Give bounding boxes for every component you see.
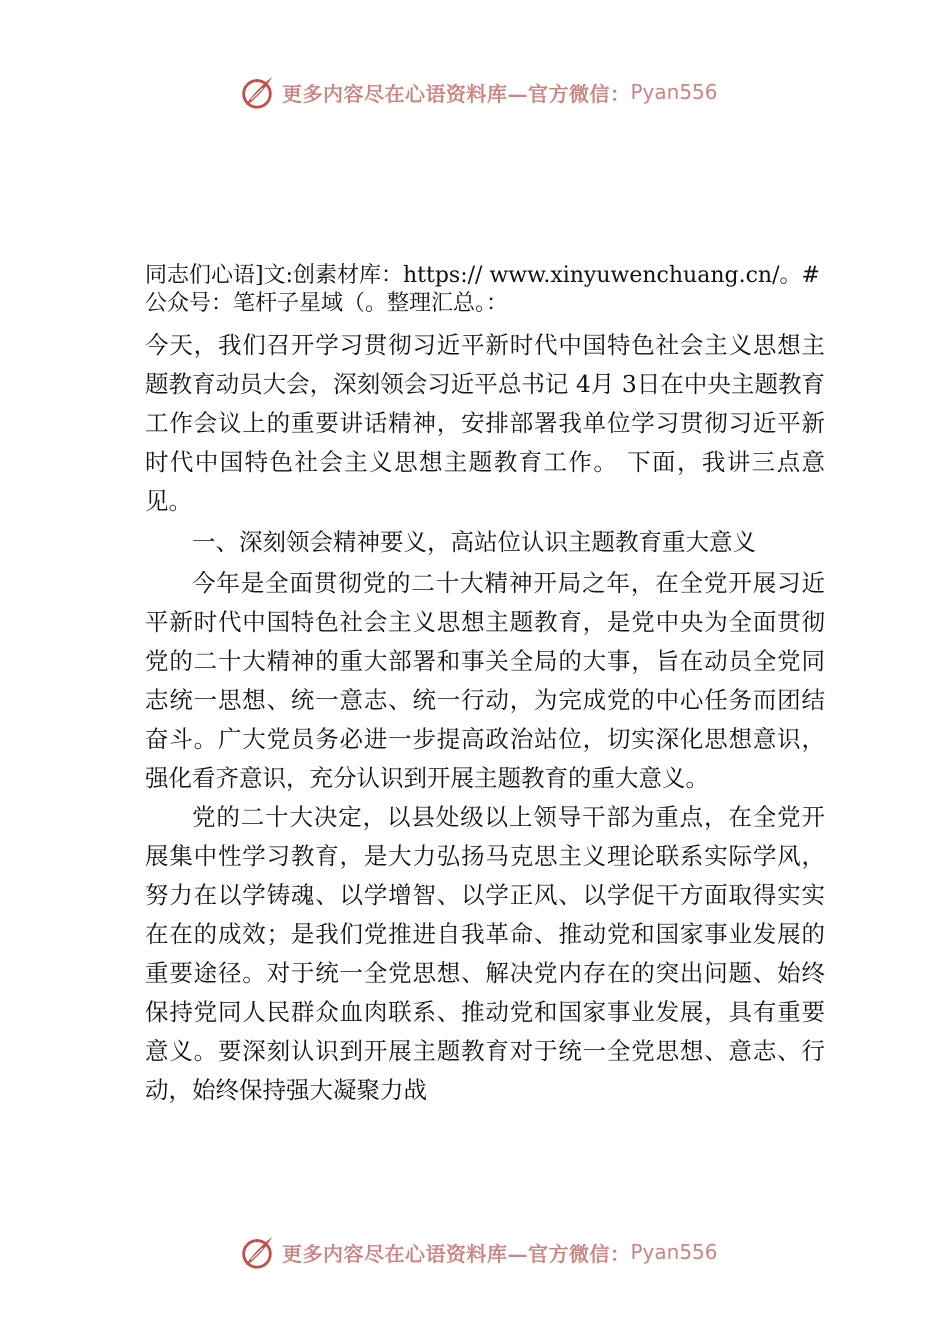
document-body (145, 262, 825, 1110)
section-heading: 一、深刻领会精神要义，高站位认识主题教育重大意义 (192, 528, 756, 556)
paragraph-intro: 今天，我们召开学习贯彻习近平新时代中国特色社会主义思想主题教育动员大会，深刻领会习近平总书记 4月 3日在中央主题教育工作会议上的重要讲话精神，安排部署我单位学习贯彻习近平新时代中国特色社会主义思想主题教育工作。 下面，我讲三点意见。 (145, 331, 825, 515)
quill-circle-icon (238, 73, 276, 111)
footer-banner (238, 1232, 758, 1272)
quill-circle-icon (238, 1233, 276, 1271)
source-note: 同志们心语]文:创素材库：https:// www.xinyuwenchuang.cn/。#公众号：笔杆子星域（。整理汇总。： (145, 263, 820, 316)
banner-wechat-id: Pyan556 (630, 1240, 718, 1264)
banner-text: 更多内容尽在心语资料库—官方微信： (282, 81, 631, 106)
banner-text: 更多内容尽在心语资料库—官方微信： (282, 1241, 631, 1266)
banner-wechat-id: Pyan556 (630, 80, 718, 104)
paragraph-body: 今年是全面贯彻党的二十大精神开局之年，在全党开展习近平新时代中国特色社会主义思想主题教育，是党中央为全面贯彻党的二十大精神的重大部署和事关全局的大事，旨在动员全党同志统一思想、统一意志、统一行动，为完成党的中心任务而团结奋斗。广大党员务必进一步提高政治站位，切实深化思想意识，强化看齐意识，充分认识到开展主题教育的重大意义。 (145, 569, 825, 792)
paragraph-body: 党的二十大决定，以县处级以上领导干部为重点，在全党开展集中性学习教育，是大力弘扬马克思主义理论联系实际学风，努力在以学铸魂、以学增智、以学正风、以学促干方面取得实实在在的成效；是我们党推进自我革命、推动党和国家事业发展的重要途径。对于统一全党思想、解决党内存在的突出问题、始终保持党同人民群众血肉联系、推动党和国家事业发展，具有重要意义。要深刻认识到开展主题教育对于统一全党思想、意志、行动，始终保持强大凝聚力战 (145, 803, 825, 1104)
header-banner (238, 72, 758, 112)
